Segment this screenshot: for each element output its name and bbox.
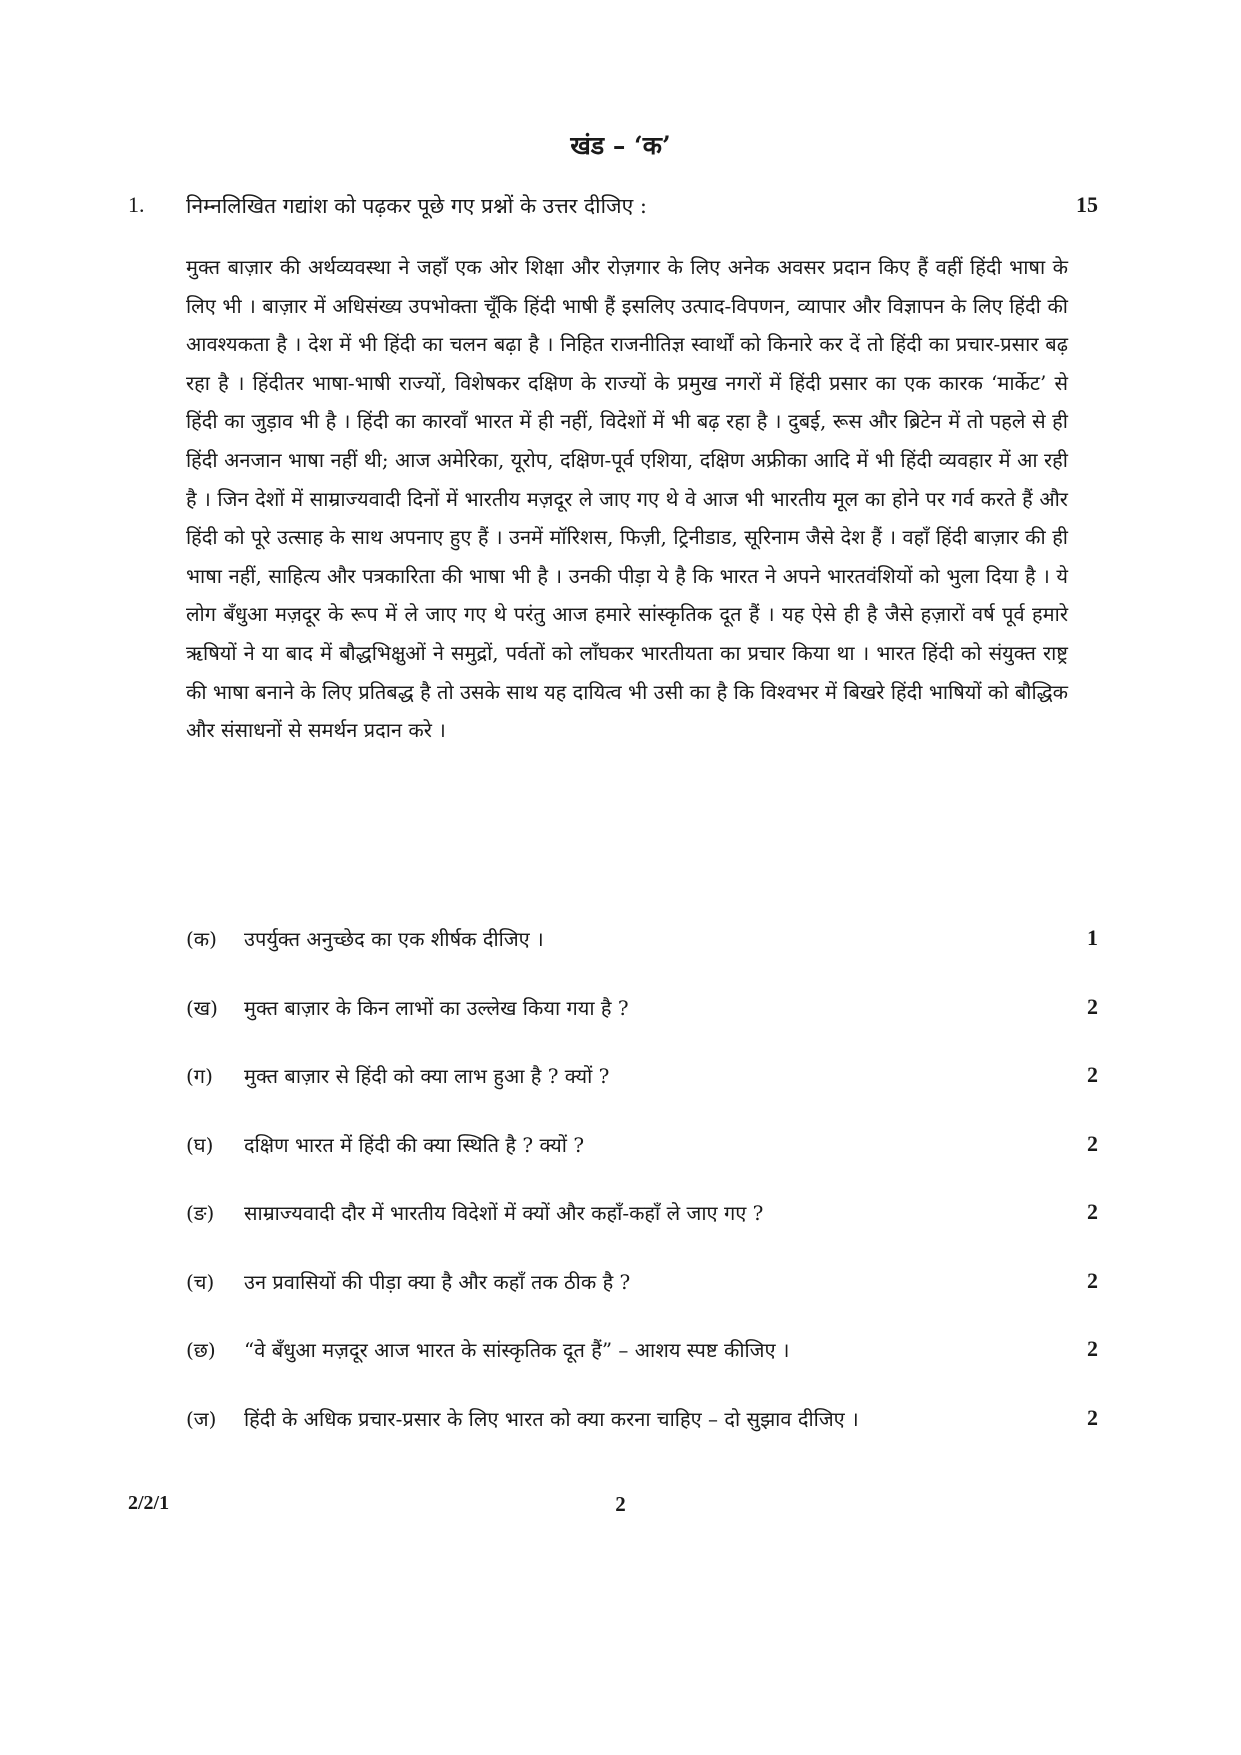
section-title: खंड – ‘क’	[570, 131, 671, 160]
sub-question-label: (ज)	[186, 1406, 217, 1431]
sub-question-text: दक्षिण भारत में हिंदी की क्या स्थिति है ? क्यों ?	[244, 1132, 585, 1157]
sub-question-marks: 2	[1087, 1267, 1098, 1293]
sub-question-text: साम्राज्यवादी दौर में भारतीय विदेशों में क्यों और कहाँ-कहाँ ले जाए गए ?	[244, 1201, 764, 1225]
sub-question-label: (च)	[186, 1269, 215, 1294]
sub-question-marks: 2	[1087, 1130, 1098, 1156]
question-instruction: निम्नलिखित गद्यांश को पढ़कर पूछे गए प्रश्नों के उत्तर दीजिए :	[186, 194, 648, 218]
sub-question-text: हिंदी के अधिक प्रचार-प्रसार के लिए भारत को क्या करना चाहिए – दो सुझाव दीजिए ।	[244, 1406, 859, 1431]
sub-question-marks: 2	[1087, 1336, 1098, 1361]
sub-question-text: उपर्युक्त अनुच्छेद का एक शीर्षक दीजिए ।	[244, 927, 544, 951]
sub-question-kha	[186, 994, 1098, 1063]
sub-question-label: (ग)	[186, 1064, 213, 1088]
question-marks: 15	[1076, 192, 1098, 217]
sub-question-label: (क)	[186, 927, 217, 951]
sub-question-label: (छ)	[186, 1338, 216, 1362]
sub-question-list	[186, 925, 1098, 1473]
sub-question-marks: 2	[1087, 1199, 1098, 1224]
sub-question-nga	[186, 1199, 1098, 1268]
sub-question-text: उन प्रवासियों की पीड़ा क्या है और कहाँ तक ठीक है ?	[244, 1269, 631, 1294]
sub-question-ka	[186, 925, 1098, 994]
sub-question-cha	[186, 1268, 1098, 1337]
sub-question-text: मुक्त बाज़ार से हिंदी को क्या लाभ हुआ है ? क्यों ?	[244, 1064, 610, 1088]
sub-question-label: (ङ)	[186, 1201, 215, 1225]
sub-question-marks: 2	[1087, 1062, 1098, 1087]
sub-question-chha	[186, 1336, 1098, 1405]
sub-question-marks: 2	[1087, 1404, 1098, 1430]
sub-question-text: मुक्त बाज़ार के किन लाभों का उल्लेख किया गया है ?	[244, 995, 629, 1020]
sub-question-marks: 2	[1087, 993, 1098, 1019]
sub-question-label: (ख)	[186, 995, 218, 1020]
sub-question-text: “वे बँधुआ मज़दूर आज भारत के सांस्कृतिक दूत हैं” – आशय स्पष्ट कीजिए ।	[244, 1338, 790, 1362]
sub-question-ga	[186, 1062, 1098, 1131]
sub-question-marks: 1	[1087, 925, 1098, 950]
sub-question-label: (घ)	[186, 1132, 214, 1157]
passage-text: मुक्त बाज़ार की अर्थव्यवस्था ने जहाँ एक ओर शिक्षा और रोज़गार के लिए अनेक अवसर प्रदान किए हैं वहीं हिंदी भाषा के लिए भी । बाज़ार में अधिसंख्य उपभोक्ता चूँकि हिंदी भाषी हैं इसलिए उत्पाद-विपणन, व्यापार और विज्ञापन के लिए हिंदी की आवश्यकता है । देश में भी हिंदी का चलन बढ़ा है । निहित राजनीतिज्ञ स्वार्थों को किनारे कर दें तो हिंदी का प्रचार-प्रसार बढ़ रहा है । हिंदीतर भाषा-भाषी राज्यों, विशेषकर दक्षिण के राज्यों के प्रमुख नगरों में हिंदी प्रसार का एक कारक ‘मार्केट’ से हिंदी का जुड़ाव भी है । हिंदी का कारवाँ भारत में ही नहीं, विदेशों में भी बढ़ रहा है । दुबई, रूस और ब्रिटेन में तो पहले से ही हिंदी अनजान भाषा नहीं थी; आज अमेरिका, यूरोप, दक्षिण-पूर्व एशिया, दक्षिण अफ्रीका आदि में भी हिंदी व्यवहार में आ रही है । जिन देशों में साम्राज्यवादी दिनों में भारतीय मज़दूर ले जाए गए थे वे आज भी भारतीय मूल का होने पर गर्व करते हैं और हिंदी को पूरे उत्साह के साथ अपनाए हुए हैं । उनमें मॉरिशस, फिज़ी, ट्रिनीडाड, सूरिनाम जैसे देश हैं । वहाँ हिंदी बाज़ार की ही भाषा नहीं, साहित्य और पत्रकारिता की भाषा भी है । उनकी पीड़ा ये है कि भारत ने अपने भारतवंशियों को भुला दिया है । ये लोग बँधुआ मज़दूर के रूप में ले जाए गए थे परंतु आज हमारे सांस्कृतिक दूत हैं । यह ऐसे ही है जैसे हज़ारों वर्ष पूर्व हमारे ऋषियों ने या बाद में बौद्धभिक्षुओं ने समुद्रों, पर्वतों को लाँघकर भारतीयता का प्रचार किया था । भारत हिंदी को संयुक्त राष्ट्र की भाषा बनाने के लिए प्रतिबद्ध है तो उसके साथ यह दायित्व भी उसी का है कि विश्वभर में बिखरे हिंदी भाषियों को बौद्धिक और संसाधनों से समर्थन प्रदान करे ।	[186, 255, 1068, 743]
question-number: 1.	[128, 192, 145, 217]
sub-question-ja	[186, 1405, 1098, 1474]
paper-code: 2/2/1	[128, 1492, 170, 1514]
sub-question-gha	[186, 1131, 1098, 1200]
page-number: 2	[615, 1492, 626, 1516]
question-1-header	[128, 192, 1098, 226]
